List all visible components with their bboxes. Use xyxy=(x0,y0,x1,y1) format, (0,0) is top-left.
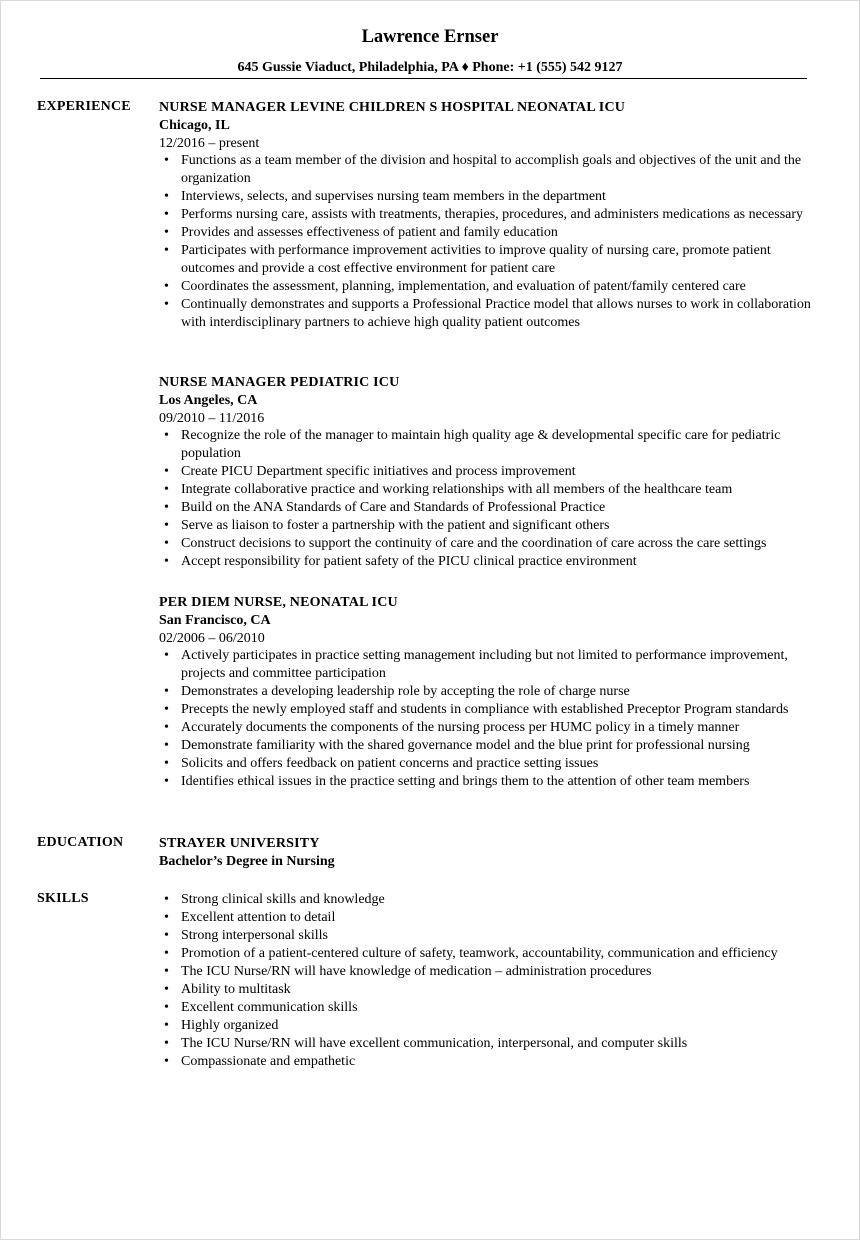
bullet-item: • Demonstrate familiarity with the shared governance model and the blue print for professional nursing xyxy=(159,737,819,755)
job-dates: 02/2006 – 06/2010 xyxy=(159,631,265,646)
bullet-item: • Create PICU Department specific initiatives and process improvement xyxy=(159,463,819,481)
bullet-item: • Recognize the role of the manager to maintain high quality age & developmental specific care for pediatric population xyxy=(159,427,819,463)
job-entry xyxy=(159,374,819,571)
job-bullets xyxy=(159,152,819,332)
skill-item: • The ICU Nurse/RN will have knowledge of medication – administration procedures xyxy=(159,963,819,981)
skills-list xyxy=(159,891,819,1071)
job-location: San Francisco, CA xyxy=(159,613,271,628)
bullet-item: • Actively participates in practice setting management including but not limited to performance improvement, projects and committee participation xyxy=(159,647,819,683)
skill-item: • Strong clinical skills and knowledge xyxy=(159,891,819,909)
bullet-item: • Build on the ANA Standards of Care and Standards of Professional Practice xyxy=(159,499,819,517)
bullet-item: • Construct decisions to support the continuity of care and the coordination of care across the care settings xyxy=(159,535,819,553)
skill-item: • Highly organized xyxy=(159,1017,819,1035)
bullet-item: • Identifies ethical issues in the practice setting and brings them to the attention of other team members xyxy=(159,773,819,791)
job-entry xyxy=(159,594,819,791)
bullet-item: • Accurately documents the components of the nursing process per HUMC policy in a timely manner xyxy=(159,719,819,737)
job-dates: 12/2016 – present xyxy=(159,136,260,151)
skills-entry xyxy=(159,891,819,1071)
job-bullets xyxy=(159,427,819,571)
bullet-item: • Solicits and offers feedback on patient concerns and practice setting issues xyxy=(159,755,819,773)
skill-item: • The ICU Nurse/RN will have excellent communication, interpersonal, and computer skills xyxy=(159,1035,819,1053)
candidate-name: Lawrence Ernser xyxy=(361,27,499,47)
job-location: Los Angeles, CA xyxy=(159,393,258,408)
job-bullets xyxy=(159,647,819,791)
education-entry xyxy=(159,835,819,871)
bullet-item: • Continually demonstrates and supports a Professional Practice model that allows nurses to work in collaboration with interdisciplinary partners to achieve high quality patient outcomes xyxy=(159,296,819,332)
job-title: PER DIEM NURSE, NEONATAL ICU xyxy=(159,595,398,610)
skill-item: • Excellent attention to detail xyxy=(159,909,819,927)
job-entry xyxy=(159,99,819,332)
skill-item: • Strong interpersonal skills xyxy=(159,927,819,945)
job-location: Chicago, IL xyxy=(159,118,230,133)
job-title: NURSE MANAGER PEDIATRIC ICU xyxy=(159,375,400,390)
bullet-item: • Demonstrates a developing leadership role by accepting the role of charge nurse xyxy=(159,683,819,701)
job-title: NURSE MANAGER LEVINE CHILDREN S HOSPITAL NEONATAL ICU xyxy=(159,100,626,115)
skill-item: • Promotion of a patient-centered culture of safety, teamwork, accountability, communication and efficiency xyxy=(159,945,819,963)
bullet-item: • Integrate collaborative practice and working relationships with all members of the healthcare team xyxy=(159,481,819,499)
skill-item: • Compassionate and empathetic xyxy=(159,1053,819,1071)
header-divider xyxy=(40,78,807,79)
skills-label: SKILLS xyxy=(37,891,89,906)
bullet-item: • Precepts the newly employed staff and students in compliance with established Preceptor Program standards xyxy=(159,701,819,719)
bullet-item: • Participates with performance improvement activities to improve quality of nursing care, promote patient outcomes and provide a cost effective environment for patient care xyxy=(159,242,819,278)
degree: Bachelor’s Degree in Nursing xyxy=(159,854,335,869)
bullet-item: • Provides and assesses effectiveness of patient and family education xyxy=(159,224,819,242)
skill-item: • Ability to multitask xyxy=(159,981,819,999)
school-name: STRAYER UNIVERSITY xyxy=(159,836,320,851)
contact-line: 645 Gussie Viaduct, Philadelphia, PA ♦ Phone: +1 (555) 542 9127 xyxy=(237,60,623,75)
bullet-item: • Functions as a team member of the division and hospital to accomplish goals and objectives of the unit and the organization xyxy=(159,152,819,188)
bullet-item: • Serve as liaison to foster a partnership with the patient and significant others xyxy=(159,517,819,535)
bullet-item: • Accept responsibility for patient safety of the PICU clinical practice environment xyxy=(159,553,819,571)
experience-label: EXPERIENCE xyxy=(37,99,131,114)
education-label: EDUCATION xyxy=(37,835,124,850)
job-dates: 09/2010 – 11/2016 xyxy=(159,411,265,426)
bullet-item: • Performs nursing care, assists with treatments, therapies, procedures, and administers medications as necessary xyxy=(159,206,819,224)
bullet-item: • Coordinates the assessment, planning, implementation, and evaluation of patent/family centered care xyxy=(159,278,819,296)
bullet-item: • Interviews, selects, and supervises nursing team members in the department xyxy=(159,188,819,206)
skill-item: • Excellent communication skills xyxy=(159,999,819,1017)
